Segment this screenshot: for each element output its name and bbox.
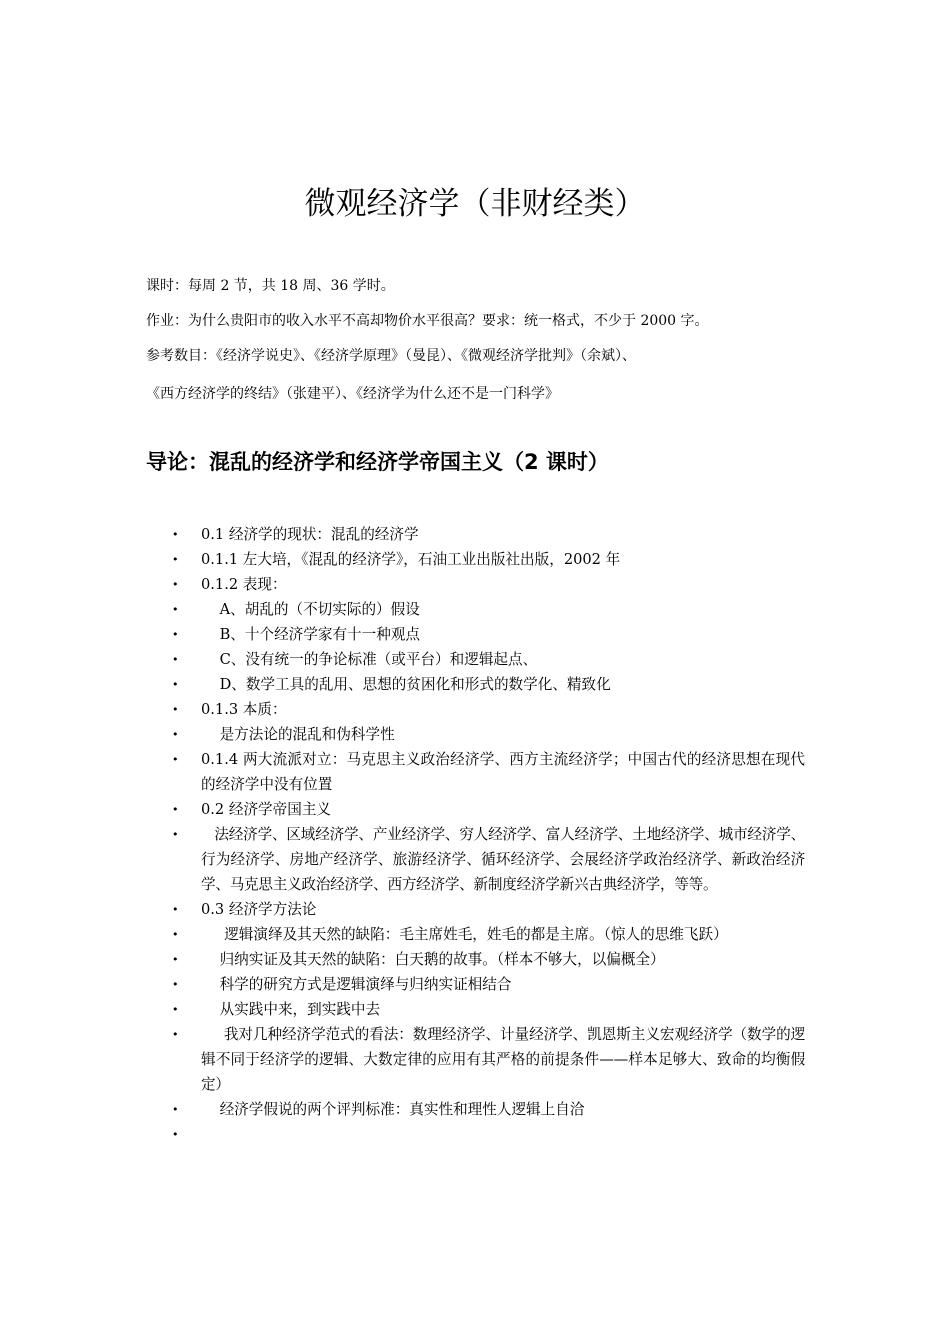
outline-item <box>0 572 805 597</box>
bullet-marker: • <box>172 953 179 966</box>
outline-item-text: 科学的研究方式是逻辑演绎与归纳实证相结合 <box>201 976 512 993</box>
section-heading: 导论：混乱的经济学和经济学帝国主义（2 课时） <box>146 450 609 474</box>
outline-item-text: D、数学工具的乱用、思想的贫困化和形式的数学化、精致化 <box>201 676 611 693</box>
outline-item-text: 0.1 经济学的现状：混乱的经济学 <box>201 526 419 543</box>
bullet-marker: • <box>172 528 179 541</box>
homework-assignment: 作业：为什么贵阳市的收入水平不高却物价水平很高？要求：统一格式，不少于 2000 字。 <box>146 313 709 329</box>
bullet-marker: • <box>172 1128 179 1141</box>
outline-item <box>0 947 805 972</box>
bullet-marker: • <box>172 978 179 991</box>
outline-item <box>0 922 805 947</box>
outline-item-text: 0.1.4 两大流派对立：马克思主义政治经济学、西方主流经济学；中国古代的经济思想在现代的经济学中没有位置 <box>201 751 805 793</box>
outline-item <box>0 897 805 922</box>
outline-item <box>0 522 805 547</box>
outline-item-text: C、没有统一的争论标准（或平台）和逻辑起点、 <box>201 651 538 668</box>
outline-item-text: 0.1.1 左大培，《混乱的经济学》，石油工业出版社出版，2002 年 <box>201 551 621 568</box>
outline-list <box>0 522 950 1147</box>
outline-item <box>0 1122 805 1147</box>
reading-list-line-2: 《西方经济学的终结》（张建平）、《经济学为什么还不是一门科学》 <box>146 386 559 402</box>
bullet-marker: • <box>172 753 179 766</box>
outline-item-text: A、胡乱的（不切实际的）假设 <box>201 601 420 618</box>
bullet-marker: • <box>172 1003 179 1016</box>
outline-item <box>0 797 805 822</box>
bullet-marker: • <box>172 1103 179 1116</box>
outline-item <box>0 597 805 622</box>
outline-item-text: 逻辑演绎及其天然的缺陷：毛主席姓毛，姓毛的都是主席。（惊人的思维飞跃） <box>201 926 728 943</box>
bullet-marker: • <box>172 828 179 841</box>
outline-item-text: 归纳实证及其天然的缺陷：白天鹅的故事。（样本不够大，以偏概全） <box>201 951 665 968</box>
bullet-marker: • <box>172 678 179 691</box>
outline-item-text: 从实践中来，到实践中去 <box>201 1001 381 1018</box>
outline-item <box>0 647 805 672</box>
outline-item <box>0 547 805 572</box>
bullet-marker: • <box>172 803 179 816</box>
course-hours: 课时：每周 2 节，共 18 周、36 学时。 <box>146 278 395 294</box>
outline-item-text: 法经济学、区域经济学、产业经济学、穷人经济学、富人经济学、土地经济学、城市经济学、行为经济学、房地产经济学、旅游经济学、循环经济学、会展经济学政治经济学、新政治经济学、马克思主义政治经济学、西方经济学、新制度经济学新兴古典经济学，等等。 <box>201 826 805 893</box>
reading-list-line-1: 参考数目：《经济学说史》、《经济学原理》（曼昆）、《微观经济学批判》（余斌）、 <box>146 348 636 364</box>
outline-item <box>0 1097 805 1122</box>
outline-item-text: 是方法论的混乱和伪科学性 <box>201 726 395 743</box>
bullet-marker: • <box>172 728 179 741</box>
bullet-marker: • <box>172 653 179 666</box>
outline-item-text: B、十个经济学家有十一种观点 <box>201 626 421 643</box>
outline-item <box>0 822 805 897</box>
outline-item <box>0 972 805 997</box>
bullet-marker: • <box>172 578 179 591</box>
bullet-marker: • <box>172 628 179 641</box>
outline-item <box>0 697 805 722</box>
bullet-marker: • <box>172 903 179 916</box>
bullet-marker: • <box>172 603 179 616</box>
outline-item <box>0 1022 805 1097</box>
outline-item <box>0 672 805 697</box>
outline-item-text: 我对几种经济学范式的看法：数理经济学、计量经济学、凯恩斯主义宏观经济学（数学的逻辑不同于经济学的逻辑、大数定律的应用有其严格的前提条件——样本足够大、致命的均衡假定） <box>201 1026 805 1093</box>
outline-item <box>0 997 805 1022</box>
outline-item <box>0 622 805 647</box>
outline-item <box>0 747 805 797</box>
outline-item-text: 0.2 经济学帝国主义 <box>201 801 332 818</box>
bullet-marker: • <box>172 703 179 716</box>
outline-item-text: 0.1.3 本质： <box>201 701 287 718</box>
document-title: 微观经济学（非财经类） <box>304 186 646 222</box>
bullet-marker: • <box>172 1028 179 1041</box>
outline-item <box>0 722 805 747</box>
outline-item-text: 经济学假说的两个评判标准：真实性和理性人逻辑上自洽 <box>201 1101 585 1118</box>
outline-item-text: 0.3 经济学方法论 <box>201 901 317 918</box>
bullet-marker: • <box>172 553 179 566</box>
bullet-marker: • <box>172 928 179 941</box>
outline-item-text: 0.1.2 表现： <box>201 576 287 593</box>
